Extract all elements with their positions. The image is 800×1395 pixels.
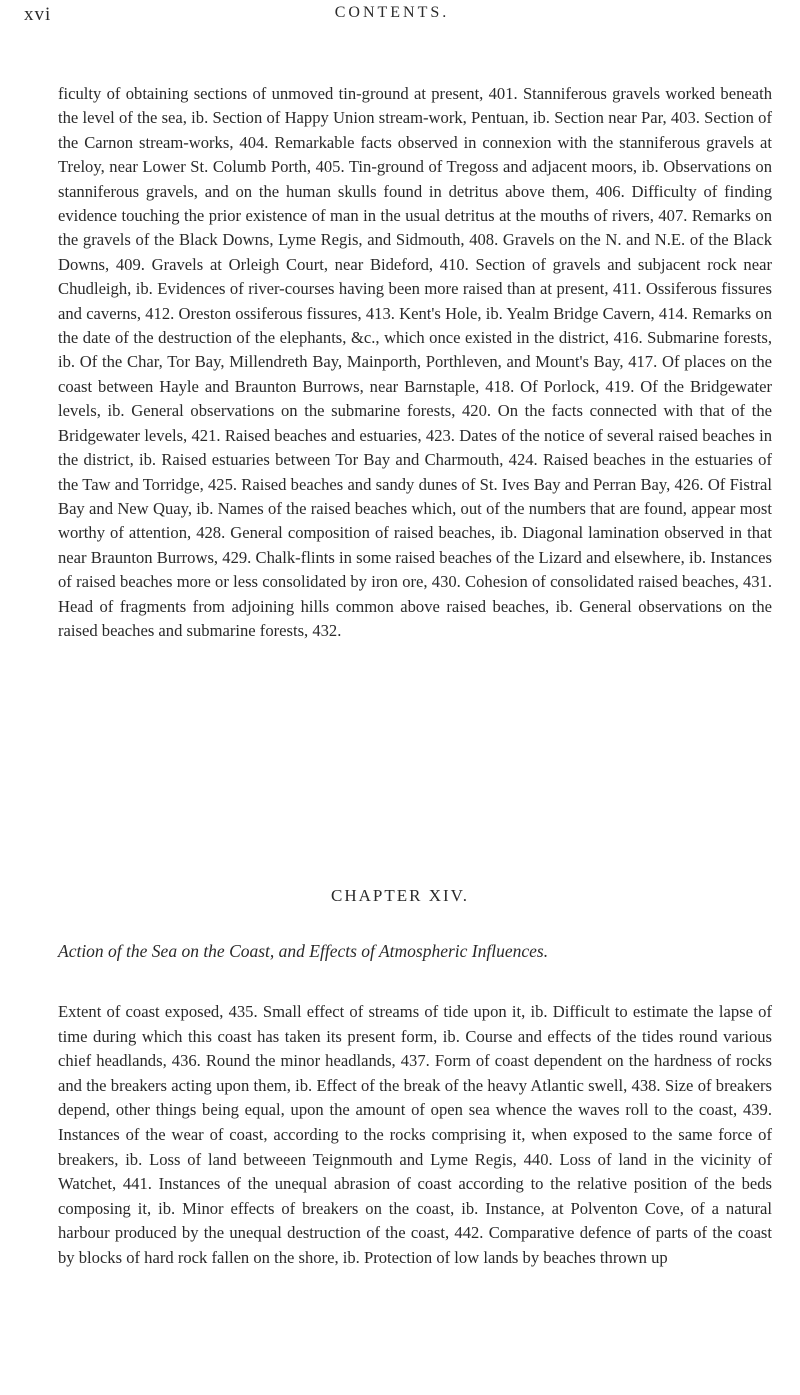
chapter-title: Action of the Sea on the Coast, and Effects of Atmospheric Influences. [58, 941, 549, 961]
contents-paragraph-chapter-xiv: Extent of coast exposed, 435. Small effect of streams of tide upon it, ib. Difficult to estimate the lapse of time during which this coast has taken its present form, ib. Course and effects of the tides round various chief headlands, 436. Round the minor headlands, 437. Form of coast dependent on the hardness of rocks and the breakers acting upon them, ib. Effect of the break of the heavy Atlantic swell, 438. Size of breakers depend, other things being equal, upon the amount of open sea whence the waves roll to the coast, 439. Instances of the wear of coast, according to the rocks comprising it, when exposed to the same force of breakers, ib. Loss of land betweeen Teignmouth and Lyme Regis, 440. Loss of land in the vicinity of Watchet, 441. Instances of the unequal abrasion of coast according to the relative position of the beds composing it, ib. Minor effects of breakers on the coast, ib. Instance, at Polventon Cove, of a natural harbour produced by the unequal destruction of the coast, 442. Comparative defence of parts of the coast by blocks of hard rock fallen on the shore, ib. Protection of low lands by beaches thrown up [58, 1002, 772, 1267]
contents-paragraph-continued: ficulty of obtaining sections of unmoved tin-ground at present, 401. Stanniferous gravels worked beneath the level of the sea, ib. Section of Happy Union stream-work, Pentuan, ib. Section near Par, 403. Section of the Carnon stream-works, 404. Remarkable facts observed in connexion with the stanniferous gravels at Treloy, near Lower St. Columb Porth, 405. Tin-ground of Tregoss and adjacent moors, ib. Observations on stanniferous gravels, and on the human skulls found in detritus above them, 406. Difficulty of finding evidence touching the prior existence of man in the usual detritus at the mouths of rivers, 407. Remarks on the gravels of the Black Downs, Lyme Regis, and Sidmouth, 408. Gravels on the N. and N.E. of the Black Downs, 409. Gravels at Orleigh Court, near Bideford, 410. Section of gravels and subjacent rock near Chudleigh, ib. Evidences of river-courses having been more raised than at present, 411. Ossiferous fissures and caverns, 412. Oreston ossiferous fissures, 413. Kent's Hole, ib. Yealm Bridge Cavern, 414. Remarks on the date of the destruction of the elephants, &c., which once existed in the district, 416. Submarine forests, ib. Of the Char, Tor Bay, Millendreth Bay, Mainporth, Porthleven, and Mount's Bay, 417. Of places on the coast between Hayle and Braunton Burrows, near Barnstaple, 418. Of Porlock, 419. Of the Bridgewater levels, ib. General observations on the submarine forests, 420. On the facts connected with that of the Bridgewater levels, 421. Raised beaches and estuaries, 423. Dates of the notice of several raised beaches in the district, ib. Raised estuaries between Tor Bay and Charmouth, 424. Raised beaches in the estuaries of the Taw and Torridge, 425. Raised beaches and sandy dunes of St. Ives Bay and Perran Bay, 426. Of Fistral Bay and New Quay, ib. Names of the raised beaches which, out of the numbers that are found, appear most worthy of attention, 428. General composition of raised beaches, ib. Diagonal lamination observed in that near Braunton Burrows, 429. Chalk-flints in some raised beaches of the Lizard and elsewhere, ib. Instances of raised beaches more or less consolidated by iron ore, 430. Cohesion of consolidated raised beaches, 431. Head of fragments from adjoining hills common above raised beaches, ib. General observations on the raised beaches and submarine forests, 432. [58, 84, 772, 640]
page-header [24, 0, 760, 40]
chapter-heading: CHAPTER XIV. [331, 886, 469, 905]
page-number: xvi [24, 4, 52, 25]
running-title: CONTENTS. [334, 4, 450, 21]
